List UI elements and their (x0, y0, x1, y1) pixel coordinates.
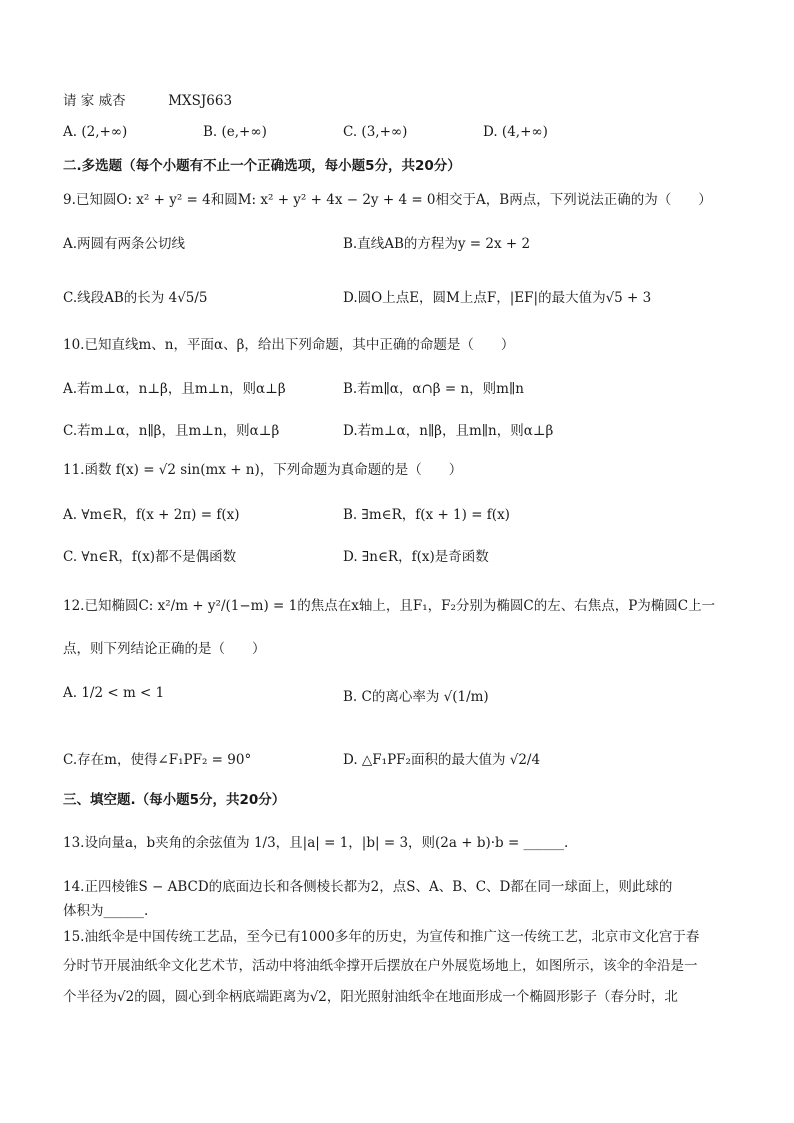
q12-choice-b: B. C的离心率为 √(1/m) (343, 689, 489, 705)
q12-choice-c: C.存在m，使得∠F₁PF₂ = 90° (63, 752, 252, 768)
q12-choice-a: A. 1/2 < m < 1 (63, 685, 165, 701)
q12-stem: 12.已知椭圆C: x²/m + y²/(1−m) = 1的焦点在x轴上，且F₁，F₂分别为椭圆C的左、右焦点，P为椭圆C上一 (63, 598, 716, 614)
q10-choice-a: A.若m⊥α，n⊥β，且m⊥n，则α⊥β (63, 381, 286, 397)
section-3-title: 三、填空题.（每小题5分，共20分） (63, 792, 286, 808)
q8-choice-a: A. (2,+∞) (63, 124, 128, 140)
q9-choice-a: A.两圆有两条公切线 (63, 236, 186, 252)
header-line (63, 92, 232, 110)
q14-line-1: 14.正四棱锥S − ABCD的底面边长和各侧棱长都为2，点S、A、B、C、D都在同一球面上，则此球的 (63, 879, 673, 895)
q15-line-1: 15.油纸伞是中国传统工艺品，至今已有1000多年的历史，为宣传和推广这一传统工艺，北京市文化宫于春 (63, 929, 700, 945)
q8-choice-c: C. (3,+∞) (343, 124, 408, 140)
q14-line-2: 体积为______. (63, 903, 149, 919)
q11-stem: 11.函数 f(x) = √2 sin(mx + n)，下列命题为真命题的是（ ） (63, 462, 463, 478)
q10-choice-d: D.若m⊥α，n∥β，且m∥n，则α⊥β (343, 423, 554, 439)
q9-stem: 9.已知圆O: x² + y² = 4和圆M: x² + y² + 4x − 2y + 4 = 0相交于A，B两点，下列说法正确的为（ ） (63, 192, 712, 208)
q10-choice-b: B.若m∥α，α∩β = n，则m∥n (343, 381, 524, 397)
q11-choice-d: D. ∃n∈R，f(x)是奇函数 (343, 549, 489, 565)
q9-choice-d: D.圆O上点E，圆M上点F，|EF|的最大值为√5 + 3 (343, 290, 652, 306)
header-code: MXSJ663 (168, 93, 233, 109)
q11-choice-a: A. ∀m∈R，f(x + 2π) = f(x) (63, 507, 240, 523)
q10-choice-c: C.若m⊥α，n∥β，且m⊥n，则α⊥β (63, 423, 280, 439)
q13-text: 13.设向量a，b夹角的余弦值为 1/3，且|a| = 1，|b| = 3，则(2a + b)·b = ______. (63, 835, 569, 851)
q11-choice-c: C. ∀n∈R，f(x)都不是偶函数 (63, 549, 237, 565)
q10-stem: 10.已知直线m、n，平面α、β，给出下列命题，其中正确的命题是（ ） (63, 337, 515, 353)
q8-choice-d: D. (4,+∞) (483, 124, 548, 140)
header-author: 请 家 威杏 (63, 93, 126, 109)
q15-line-2: 分时节开展油纸伞文化艺术节，活动中将油纸伞撑开后摆放在户外展览场地上，如图所示，该伞的伞沿是一 (63, 958, 698, 974)
q11-choice-b: B. ∃m∈R，f(x + 1) = f(x) (343, 507, 510, 523)
q15-line-3: 个半径为√2的圆，圆心到伞柄底端距离为√2，阳光照射油纸伞在地面形成一个椭圆形影子（春分时，北 (63, 989, 678, 1005)
section-2-title: 二.多选题（每个小题有不止一个正确选项，每小题5分，共20分） (63, 158, 461, 174)
q12-choice-d: D. △F₁PF₂面积的最大值为 √2/4 (343, 752, 541, 768)
q12-stem-continued: 点，则下列结论正确的是（ ） (63, 641, 266, 657)
q8-choice-b: B. (e,+∞) (203, 124, 267, 140)
q9-choice-b: B.直线AB的方程为y = 2x + 2 (343, 236, 531, 252)
q9-choice-c: C.线段AB的长为 4√5/5 (63, 290, 208, 306)
